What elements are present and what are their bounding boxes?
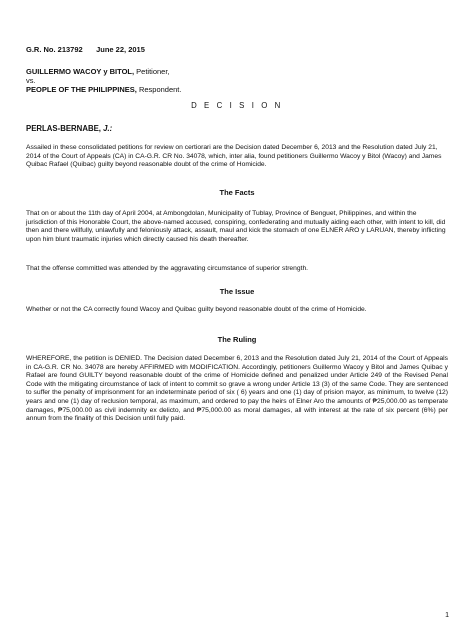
decision-date: June 22, 2015 (96, 45, 145, 54)
ruling-heading: The Ruling (217, 335, 257, 344)
page-number: 1 (445, 612, 449, 619)
facts-heading: The Facts (219, 188, 255, 197)
versus-line: vs. (26, 76, 36, 85)
issue-paragraph: Whether or not the CA correctly found Wacoy and Quibac guilty beyond reasonable doubt of the crime of Homicide. (26, 306, 367, 313)
parties-block (26, 67, 181, 94)
respondent-role: Respondent. (136, 85, 182, 94)
decision-title: D E C I S I O N (191, 101, 283, 110)
gr-number: G.R. No. 213792 (26, 45, 83, 54)
ruling-paragraph: WHEREFORE, the petition is DENIED. The Decision dated December 6, 2013 and the Resolution dated July 21, 2014 of the Court of Appeals in CA-G.R. CR No. 34078 are hereby AFFIRMED with MODIFICATION. Accordingly, petitioners Guillermo Wacoy y Bitol and James Quibac y Rafael are found GUILTY beyond reasonable doubt of the crime of Homicide defined and penalized under Article 249 of the Revised Penal Code with the mitigating circumstance of lack of intent to commit so grave a wrong under Article 13 (3) of the same Code. They are sentenced to suffer the penalty of imprisonment for an indeterminate period of six ( 6) years and one (1) day of prision mayor, as minimum, to twelve (12) years and one (1) day of reclusion temporal, as maximum, and ordered to pay the heirs of Elner Aro the amounts of ₱25,000.00 as temperate damages, ₱75,000.00 as civil indemnity ex delicto, and ₱75,000.00 as moral damages, all with interest at the rate of six percent (6%) per annum from the finality of this Decision until fully paid. (26, 355, 448, 423)
facts-paragraph: That on or about the 11th day of April 2004, at Ambongdolan, Municipality of Tublay, Province of Benguet, Philippines, and within the jurisdiction of this Honorable Court, the above-named accused, conspiring, confederating and mutually aiding each other, with intent to kill, did then and there willfully, unlawfully and feloniously attack, assault, maul and kick the stomach of one ELNER ARO y LARUAN, thereby inflicting upon him blunt traumatic injuries which directly caused his death thereafter. (26, 210, 446, 243)
petitioner-name: GUILLERMO WACOY y BITOL, (26, 67, 135, 76)
intro-paragraph: Assailed in these consolidated petitions for review on certiorari are the Decision dated December 6, 2013 and the Resolution dated July 21, 2014 of the Court of Appeals (CA) in CA-G.R. CR No. 34078, which, inter alia, found petitioners Guillermo Wacoy y Bitol (Wacoy) and James Quibac Rafael (Quibac) guilty beyond reasonable doubt of the crime of Homicide. (26, 144, 442, 169)
ponente (26, 124, 112, 133)
petitioner-role: Petitioner, (134, 67, 170, 76)
respondent-name: PEOPLE OF THE PHILIPPINES, (26, 85, 137, 94)
ponente-name: PERLAS-BERNABE, (26, 124, 101, 133)
case-header (26, 45, 145, 54)
issue-heading: The Issue (219, 287, 255, 296)
respondent-line (26, 85, 181, 94)
ponente-title: J.: (100, 124, 113, 133)
facts-paragraph-2: That the offense committed was attended by the aggravating circumstance of superior strength. (26, 265, 309, 272)
petitioner-line (26, 67, 181, 76)
